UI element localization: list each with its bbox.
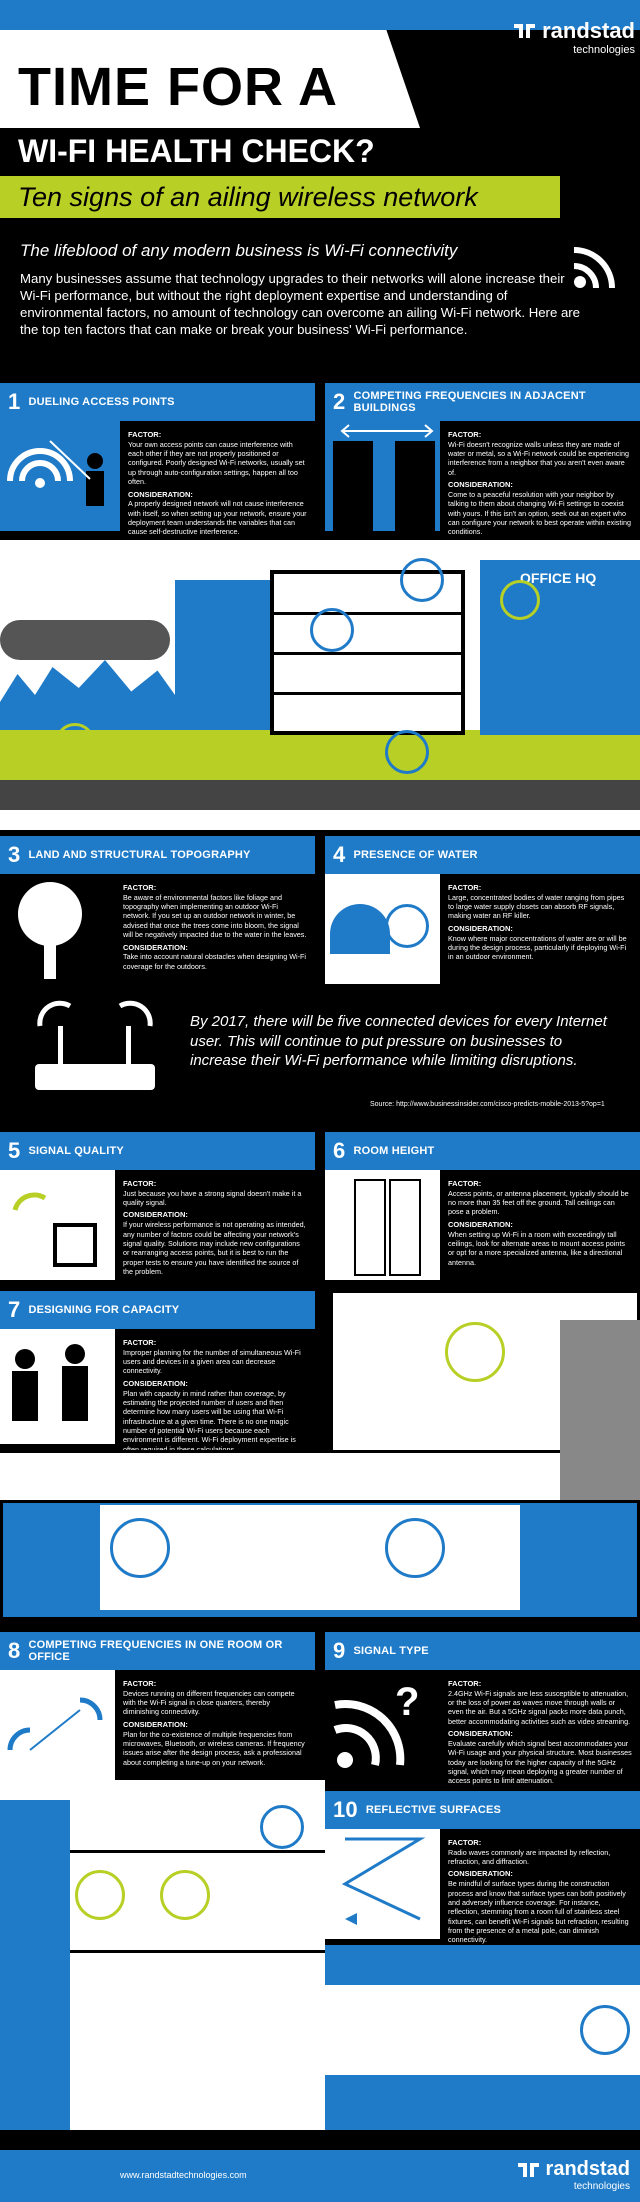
section-4-illustration	[325, 874, 440, 984]
consideration-label: CONSIDERATION:	[123, 942, 188, 952]
randstad-mark-icon	[518, 2161, 540, 2179]
wifi-zone-circle	[385, 904, 429, 948]
title-line2: WI-FI HEALTH CHECK?	[18, 133, 375, 169]
brand-name: randstad	[545, 2158, 630, 2180]
fountain	[330, 904, 390, 954]
consideration-label: CONSIDERATION:	[128, 489, 193, 499]
factor-text: Just because you have a strong signal doesn't make it a quality signal.	[123, 1188, 302, 1208]
consideration-text: Plan with capacity in mind rather than coverage, by estimating the projected number of users and then determine how many users will be using that Wi-Fi infrastructure at a given time. There is no one magic number of potential Wi-Fi users because each environment is different. Wi-Fi deployment expertise is	[123, 1388, 296, 1445]
section-3-illustration	[0, 874, 115, 984]
stat-source: Source: http://www.businessinsider.com/cisco-predicts-mobile-2013-5?op=1	[370, 1101, 605, 1108]
section-6-illustration	[325, 1170, 440, 1280]
section-2-text	[440, 421, 640, 537]
consideration-text: Take into account natural obstacles when designing Wi-Fi coverage for the outdoors.	[123, 952, 306, 971]
factor-text: 2.4GHz Wi-Fi signals are less susceptible to attenuation, or the loss of power as waves move through walls or even the air. But a 5GHz signal packs more data punch, better accommodating activities such as video streaming.	[448, 1688, 631, 1726]
wifi-zone-circle	[385, 730, 429, 774]
section-title: SIGNAL TYPE	[353, 1645, 429, 1657]
section-title: COMPETING FREQUENCIES IN ONE ROOM OR OFFICE	[28, 1639, 283, 1663]
factor-text: Be aware of environmental factors like foliage and topography when implementing an outdoor Wi-Fi network. If you set up an outdoor network in winter, be advised that once the trees come into bloom, the signal will be negatively impacted due to the water in the leaves.	[123, 892, 307, 940]
wifi-zone-circle	[260, 1805, 304, 1849]
consideration-label: CONSIDERATION:	[123, 1378, 188, 1388]
section-number: 9	[333, 1638, 346, 1663]
building-left	[333, 441, 373, 531]
road	[0, 780, 640, 810]
randstad-mark-icon	[514, 22, 536, 40]
header	[0, 0, 640, 250]
section-6-header	[325, 1132, 640, 1170]
consideration-label: CONSIDERATION:	[448, 1729, 513, 1739]
consideration-label: CONSIDERATION:	[123, 1719, 188, 1729]
bottom-building-scene	[0, 1780, 325, 2130]
subtitle: Ten signs of an ailing wireless network	[18, 182, 478, 212]
signal-icon	[0, 1170, 115, 1280]
section-title: SIGNAL QUALITY	[28, 1145, 124, 1157]
section-2-header	[325, 383, 640, 421]
consideration-text: Be mindful of surface types during the construction process and know that surface types can both positively and adversely influence coverage. For instance, reflection, stemming from a room full of stainless steel fixtures, can benefit Wi-Fi signals but refraction, resulting from the presence of a metal pole, can diminish connectivity.	[448, 1879, 629, 1945]
section-10-header	[325, 1791, 640, 1829]
section-number: 8	[8, 1638, 21, 1663]
reflection-icon	[325, 1829, 440, 1939]
section-1-text	[120, 421, 315, 537]
section-number: 6	[333, 1138, 346, 1163]
section-number: 5	[8, 1138, 21, 1163]
consideration-text: If your wireless performance is not operating as intended, any number of factors could be affecting your network's signal quality. Solutions may include new configurations or rearranging access points, but it is best to run the proper tests to ensure you have identified the source of the problem.	[123, 1220, 306, 1277]
section-5-illustration	[0, 1170, 115, 1280]
section-title: COMPETING FREQUENCIES IN ADJACENT BUILDINGS	[353, 390, 586, 414]
intro-body: Many businesses assume that technology upgrades to their networks will alone increase their Wi-Fi performance, but without the right deployment expertise and understanding of environmental factors, no amount of technology can overcome an ailing Wi-Fi network. Here are the top ten factors that can make or break your business' Wi-Fi performance.	[20, 271, 581, 338]
wifi-icon	[570, 240, 622, 292]
intro-heading: The lifeblood of any modern business is Wi-Fi connectivity	[20, 241, 458, 260]
stat-text: By 2017, there will be five connected devices for every Internet user. This will continue to put pressure on businesses to increase their Wi-Fi performance while limiting disruptions.	[190, 1013, 607, 1069]
section-title: ROOM HEIGHT	[353, 1145, 435, 1157]
factor-label: FACTOR:	[128, 430, 162, 439]
consideration-text: A properly designed network will not cause interference with itself, so when setting up your network, ensure your deployment team understands the variables that can cause self-destructive interference.	[128, 499, 307, 537]
brand-logo	[475, 18, 635, 56]
factor-label: FACTOR:	[448, 1179, 482, 1188]
consideration-label: CONSIDERATION:	[448, 480, 513, 490]
cloud	[0, 620, 170, 660]
wifi-zone-circle	[160, 1870, 210, 1920]
factor-text: Large, concentrated bodies of water ranging from pipes to large water supply closets can absorb RF signals, making water an RF killer.	[448, 892, 625, 921]
city-illustration	[0, 540, 640, 830]
section-10-text	[440, 1829, 640, 1945]
footer-url[interactable]: www.randstadtechnologies.com	[120, 2170, 247, 2180]
ruler-icon	[325, 1170, 440, 1280]
stat-banner	[0, 996, 640, 1121]
section-number: 2	[333, 389, 346, 414]
section-5-text	[115, 1170, 315, 1280]
section-number: 4	[333, 842, 346, 867]
section-5-header	[0, 1132, 315, 1170]
factor-text: Radio waves commonly are impacted by reflection, refraction, and diffraction.	[448, 1847, 611, 1867]
wifi-zone-circle	[445, 1322, 505, 1382]
section-title: DESIGNING FOR CAPACITY	[28, 1304, 180, 1316]
brand-sub: technologies	[573, 44, 635, 56]
title-line1: TIME FOR A	[18, 57, 338, 117]
wifi-zone-circle	[110, 1518, 170, 1578]
arrows-icon	[337, 421, 437, 441]
section-9-text	[440, 1670, 640, 1786]
factor-text: Wi-Fi doesn't recognize walls unless they are made of water or metal, so a Wi-Fi network could be experiencing interference from a neighbor that you aren't even aware of.	[448, 439, 629, 477]
factor-text: Your own access points can cause interference with each other if they are not properly positioned or configured. Poorly designed Wi-Fi networks, usually set up through auto-configuration settings, happen all too often.	[128, 439, 305, 487]
consideration-text: Evaluate carefully which signal best accommodates your Wi-Fi usage and your physical structure. Most businesses today are looking for the higher capacity of the 5GHz signal, which may mean deploying a greater number of access points to limit attenuation.	[448, 1738, 632, 1786]
footer	[0, 2150, 640, 2202]
section-8-illustration	[0, 1670, 115, 1780]
consideration-text: Know where major concentrations of water are or will be during the design process, particularly if deploying Wi-Fi in an outdoor environment.	[448, 933, 627, 962]
brand-sub: technologies	[573, 2181, 630, 2192]
factor-label: FACTOR:	[123, 1338, 157, 1347]
section-9-header	[325, 1632, 640, 1670]
section-4-text	[440, 874, 640, 984]
section-number: 3	[8, 842, 21, 867]
tree-icon	[0, 874, 115, 984]
consideration-text: When setting up Wi-Fi in a room with exceedingly tall ceilings, look for alternate areas to mount access points or opt for a more specialized antenna, like a directional antenna.	[448, 1229, 625, 1267]
section-3-text	[115, 874, 315, 984]
svg-text:?: ?	[395, 1680, 420, 1724]
section-9-illustration	[325, 1670, 440, 1780]
section-title: DUELING ACCESS POINTS	[28, 396, 175, 408]
section-title: REFLECTIVE SURFACES	[365, 1804, 502, 1816]
factor-label: FACTOR:	[448, 1679, 482, 1688]
dueling-icon	[0, 421, 120, 531]
blue-brick-wall	[0, 1800, 70, 2130]
consideration-label: CONSIDERATION:	[448, 1869, 513, 1879]
section-10-illustration	[325, 1829, 440, 1939]
section-4-header	[325, 836, 640, 874]
section-number: 10	[333, 1797, 358, 1822]
bottom-right-scene	[325, 1945, 640, 2130]
brand-name: randstad	[542, 18, 635, 43]
factor-text: Improper planning for the number of simultaneous Wi-Fi users and devices in a given area can decrease connectivity.	[123, 1347, 301, 1376]
factor-text: Access points, or antenna placement, typically should be no more than 35 feet off the ground. Tall ceilings can pose a problem.	[448, 1188, 629, 1217]
wifi-zone-circle	[385, 1518, 445, 1578]
factor-text: Devices running on different frequencies can compete with the Wi-Fi signal in close quarters, thereby diminishing connectivity.	[123, 1688, 295, 1717]
section-8-header	[0, 1632, 315, 1670]
consideration-text: Plan for the co-existence of multiple frequencies from microwaves, Bluetooth, or wireless cameras. If frequency issues arise after the design process, ask a professional about completing a tune-up on your network.	[123, 1729, 305, 1767]
consideration-label: CONSIDERATION:	[448, 1219, 513, 1229]
wifi-zone-circle	[400, 558, 444, 602]
building-right	[395, 441, 435, 531]
factor-label: FACTOR:	[448, 883, 482, 892]
section-number: 7	[8, 1297, 21, 1322]
building-blue-left	[175, 580, 270, 730]
wifi-zone-circle	[75, 1870, 125, 1920]
section-8-text	[115, 1670, 315, 1780]
office-hq-label: OFFICE HQ	[520, 570, 597, 586]
intro	[0, 225, 640, 375]
wifi-zone-circle	[500, 580, 540, 620]
section-3-header	[0, 836, 315, 874]
roof	[0, 1450, 560, 1500]
section-6-text	[440, 1170, 640, 1280]
section-1-header	[0, 383, 315, 421]
consideration-label: CONSIDERATION:	[448, 923, 513, 933]
wifi-zone-circle	[55, 723, 95, 763]
router-icon	[20, 996, 170, 1096]
factor-label: FACTOR:	[123, 883, 157, 892]
section-title: LAND AND STRUCTURAL TOPOGRAPHY	[28, 849, 251, 861]
consideration-label: CONSIDERATION:	[123, 1210, 188, 1220]
office-scene	[0, 1290, 640, 1625]
consideration-text: Come to a peaceful resolution with your neighbor by talking to them about changing Wi-Fi settings to coexist with yours. If this isn't an option, seek out an expert who can configure your network to best operate within existing conditions.	[448, 489, 631, 537]
section-title: PRESENCE OF WATER	[353, 849, 478, 861]
wifi-zone-circle	[310, 608, 354, 652]
factor-label: FACTOR:	[123, 1179, 157, 1188]
section-number: 1	[8, 389, 21, 414]
factor-label: FACTOR:	[123, 1679, 157, 1688]
interference-icon	[0, 1670, 115, 1780]
factor-label: FACTOR:	[448, 430, 482, 439]
factor-label: FACTOR:	[448, 1838, 482, 1847]
wifi-question-icon	[325, 1670, 440, 1780]
wifi-zone-circle	[580, 2005, 630, 2055]
footer-logo	[480, 2158, 630, 2192]
